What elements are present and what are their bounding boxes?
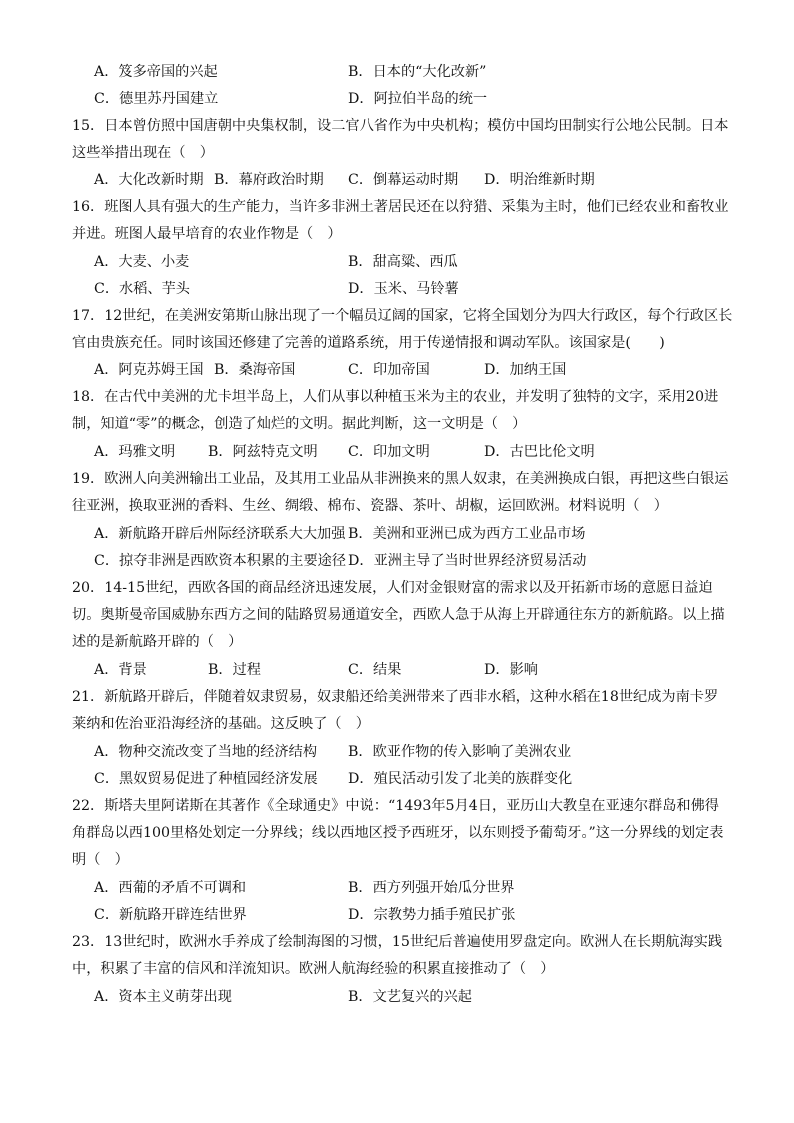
question-22-stem-line-1: 22．斯塔夫里阿诺斯在其著作《全球通史》中说：“1493年5月4日，亚历山大教皇在亚速尔群岛和佛得 xyxy=(72,798,719,814)
option-d: D．宗教势力插手殖民扩张 xyxy=(348,907,516,923)
option-c: C．水稻、芋头 xyxy=(94,281,190,297)
question-21-options-row-2 xyxy=(72,769,732,789)
question-20-stem-line-2: 切。奥斯曼帝国威胁东西方之间的陆路贸易通道安全，西欧人急于从海上开辟通往东方的新航路。以上描 xyxy=(72,607,725,623)
option-a: A．西葡的矛盾不可调和 xyxy=(94,880,247,896)
question-22-options-row-2 xyxy=(72,905,732,925)
option-b: B．桑海帝国 xyxy=(214,362,296,378)
question-17-stem-line-1: 17．12世纪，在美洲安第斯山脉出现了一个幅员辽阔的国家，它将全国划分为四大行政区，每个行政区长 xyxy=(72,308,733,324)
question-19-stem-line-2: 往亚洲，换取亚洲的香料、生丝、绸缎、棉布、瓷器、茶叶、胡椒，运回欧洲。材料说明（ ） xyxy=(72,498,668,514)
option-b: B．美洲和亚洲已成为西方工业品市场 xyxy=(348,526,586,542)
option-d: D．殖民活动引发了北美的族群变化 xyxy=(348,771,573,787)
option-c: C．新航路开辟连结世界 xyxy=(94,907,247,923)
option-d: D．古巴比伦文明 xyxy=(484,444,595,460)
question-23-options-row-1 xyxy=(72,987,732,1007)
option-d: D．加纳王国 xyxy=(484,362,567,378)
question-23-stem-line-1: 23．13世纪时，欧洲水手养成了绘制海图的习惯，15世纪后普遍使用罗盘定向。欧洲人在长期航海实践 xyxy=(72,934,723,950)
question-16-options-row-2 xyxy=(72,279,732,299)
option-a: A．资本主义萌芽出现 xyxy=(94,989,232,1005)
question-15-stem-line-1: 15．日本曾仿照中国唐朝中央集权制，设二官八省作为中央机构；模仿中国均田制实行公地公民制。日本 xyxy=(72,118,729,134)
question-20-stem-line-1: 20．14-15世纪，西欧各国的商品经济迅速发展，人们对金银财富的需求以及开拓新市场的意愿日益迫 xyxy=(72,580,713,596)
option-c: C．德里苏丹国建立 xyxy=(94,91,219,107)
question-22-options-row-1 xyxy=(72,878,732,898)
option-b: B．日本的“大化改新” xyxy=(348,64,487,80)
question-18-stem-line-2: 制，知道“零”的概念，创造了灿烂的文明。据此判断，这一文明是（ ） xyxy=(72,416,527,432)
prev-question-options-row-2 xyxy=(72,89,732,109)
option-c: C．结果 xyxy=(348,662,402,678)
question-16-stem-line-2: 并进。班图人最早培育的农业作物是（ ） xyxy=(72,226,342,242)
option-a: A．物种交流改变了当地的经济结构 xyxy=(94,744,318,760)
option-d: D．影响 xyxy=(484,662,538,678)
question-15-options xyxy=(72,170,732,190)
option-c: C．印加帝国 xyxy=(348,362,430,378)
option-b: B．阿兹特克文明 xyxy=(208,444,318,460)
question-23-stem-line-2: 中，积累了丰富的信风和洋流知识。欧洲人航海经验的积累直接推动了（ ） xyxy=(72,961,555,977)
option-c: C．倒幕运动时期 xyxy=(348,172,459,188)
option-c: C．黑奴贸易促进了种植园经济发展 xyxy=(94,771,318,787)
option-a: A．笈多帝国的兴起 xyxy=(94,64,218,80)
option-a: A．背景 xyxy=(94,662,147,678)
question-16-options-row-1 xyxy=(72,252,732,272)
option-d: D．玉米、马铃薯 xyxy=(348,281,459,297)
question-19-options-row-2 xyxy=(72,551,732,571)
option-b: B．甜高粱、西瓜 xyxy=(348,254,458,270)
question-18-stem-line-1: 18．在古代中美洲的尤卡坦半岛上，人们从事以种植玉米为主的农业，并发明了独特的文字，采用20进 xyxy=(72,389,719,405)
prev-question-options-row-1 xyxy=(72,62,732,82)
option-d: D．阿拉伯半岛的统一 xyxy=(348,91,488,107)
question-17-stem-line-2: 官由贵族充任。同时该国还修建了完善的道路系统，用于传递情报和调动军队。该国家是( ) xyxy=(72,335,665,351)
question-17-options xyxy=(72,360,732,380)
question-21-stem-line-1: 21．新航路开辟后，伴随着奴隶贸易，奴隶船还给美洲带来了西非水稻，这种水稻在18世纪成为南卡罗 xyxy=(72,689,719,705)
option-b: B．欧亚作物的传入影响了美洲农业 xyxy=(348,744,572,760)
question-18-options xyxy=(72,442,732,462)
question-20-stem-line-3: 述的是新航路开辟的（ ） xyxy=(72,634,243,650)
option-a: A．新航路开辟后州际经济联系大大加强 xyxy=(94,526,346,542)
option-b: B．幕府政治时期 xyxy=(214,172,324,188)
option-b: B．文艺复兴的兴起 xyxy=(348,989,472,1005)
question-20-options xyxy=(72,660,732,680)
question-21-stem-line-2: 莱纳和佐治亚沿海经济的基础。这反映了（ ） xyxy=(72,716,370,732)
option-a: A．玛雅文明 xyxy=(94,444,176,460)
question-15-stem-line-2: 这些举措出现在（ ） xyxy=(72,145,214,161)
option-a: A．大化改新时期 xyxy=(94,172,204,188)
option-c: C．印加文明 xyxy=(348,444,430,460)
question-16-stem-line-1: 16．班图人具有强大的生产能力，当许多非洲土著居民还在以狩猎、采集为主时，他们已经农业和畜牧业 xyxy=(72,199,729,215)
question-19-stem-line-1: 19．欧洲人向美洲输出工业品，及其用工业品从非洲换来的黑人奴隶，在美洲换成白银，再把这些白银运 xyxy=(72,471,729,487)
option-b: B．西方列强开始瓜分世界 xyxy=(348,880,515,896)
option-a: A．大麦、小麦 xyxy=(94,254,190,270)
question-22-stem-line-3: 明（ ） xyxy=(72,852,129,868)
option-a: A．阿克苏姆王国 xyxy=(94,362,204,378)
question-19-options-row-1 xyxy=(72,524,732,544)
option-c: C．掠夺非洲是西欧资本积累的主要途径 xyxy=(94,553,347,569)
option-d: D．明治维新时期 xyxy=(484,172,595,188)
option-d: D．亚洲主导了当时世界经济贸易活动 xyxy=(348,553,587,569)
option-b: B．过程 xyxy=(208,662,261,678)
question-21-options-row-1 xyxy=(72,742,732,762)
question-22-stem-line-2: 角群岛以西100里格处划定一分界线；线以西地区授予西班牙，以东则授予葡萄牙。”这一分界线的划定表 xyxy=(72,825,724,841)
